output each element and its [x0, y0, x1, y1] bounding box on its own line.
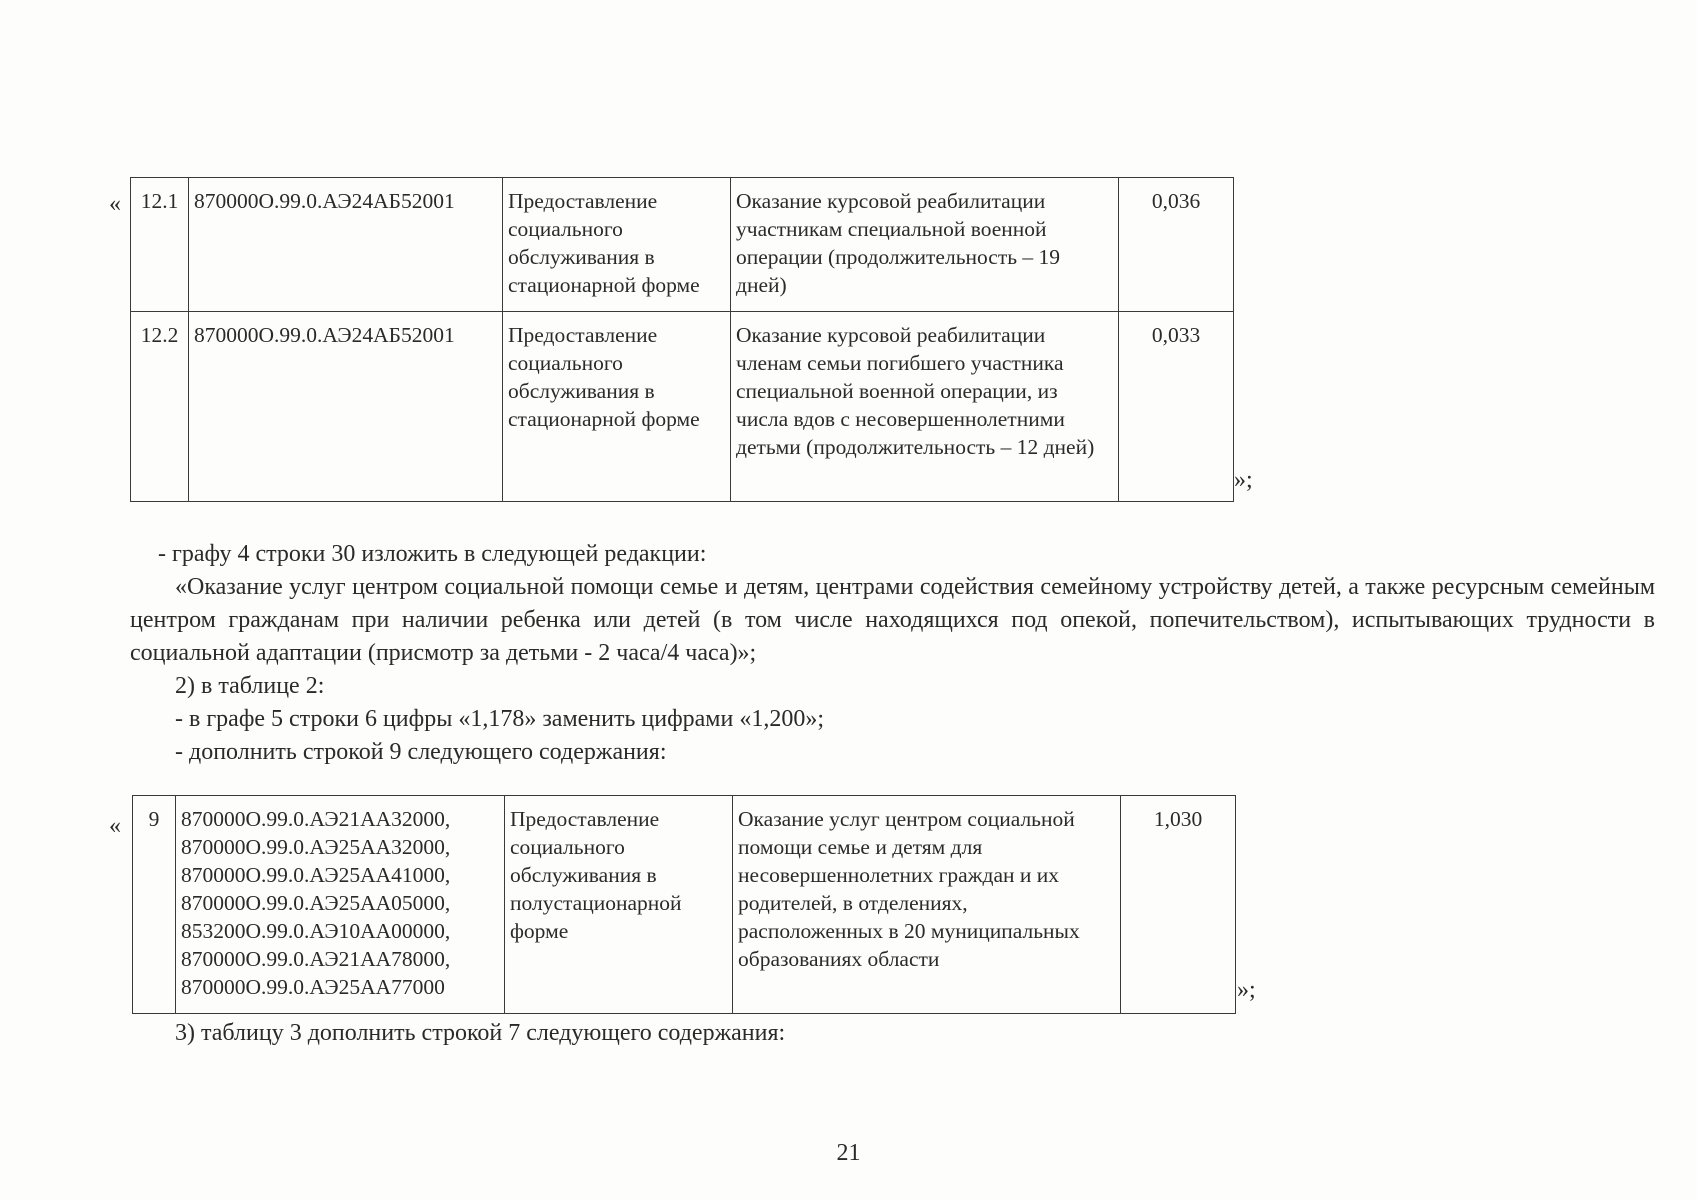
- row-number: 12.2: [131, 312, 189, 502]
- table-row: [131, 312, 1234, 502]
- paragraph-add-row-9: - дополнить строкой 9 следующего содержания:: [175, 739, 667, 765]
- service-code: 870000О.99.0.АЭ25АА41000,: [181, 863, 451, 887]
- table-1-block: [109, 177, 1253, 502]
- paragraph-table-2-heading: 2) в таблице 2:: [175, 673, 325, 699]
- paragraph-quoted-service-text: «Оказание услуг центром социальной помощи семье и детям, центрами содействия семейному устройству детей, а также ресурсным семейным центром гражданам при наличии ребенка или детей (в том числе находящихся под опекой, попечительством), испытывающих трудности в социальной адаптации (присмотр за детьми - 2 часа/4 часа)»;: [130, 574, 1655, 666]
- table-2-block: [109, 795, 1256, 1014]
- service-description: Оказание курсовой реабилитации членам семьи погибшего участника специальной военной операции, из числа вдов с несовершеннолетними детьми (продолжительность – 12 дней): [731, 312, 1119, 502]
- service-code: 870000О.99.0.АЭ25АА05000,: [181, 891, 451, 915]
- service-code: 853200О.99.0.АЭ10АА00000,: [181, 919, 451, 943]
- paragraph-column-4-edit: - графу 4 строки 30 изложить в следующей редакции:: [158, 541, 707, 567]
- service-code: 870000О.99.0.АЭ21АА78000,: [181, 947, 451, 971]
- service-name: Предоставление социального обслуживания в стационарной форме: [503, 312, 731, 502]
- table-2-open-quote: «: [109, 813, 121, 839]
- service-value: 0,033: [1119, 312, 1234, 502]
- service-value: 0,036: [1119, 178, 1234, 312]
- table-2-close-quote: »;: [1237, 977, 1256, 1003]
- paragraph-table-3-add-row-7: 3) таблицу 3 дополнить строкой 7 следующего содержания:: [175, 1020, 786, 1046]
- paragraph-replace-figures: - в графе 5 строки 6 цифры «1,178» заменить цифрами «1,200»;: [175, 706, 825, 732]
- table-1-close-quote: »;: [1234, 467, 1253, 493]
- table-row: [131, 178, 1234, 312]
- table-row: [133, 796, 1236, 1014]
- table-2: [132, 795, 1236, 1014]
- service-description: Оказание курсовой реабилитации участникам специальной военной операции (продолжительность – 19 дней): [731, 178, 1119, 312]
- service-name: Предоставление социального обслуживания в стационарной форме: [503, 178, 731, 312]
- service-code: 870000О.99.0.АЭ25АА32000,: [181, 835, 451, 859]
- table-1: [130, 177, 1234, 502]
- table-1-open-quote: «: [109, 191, 121, 217]
- service-name: Предоставление социального обслуживания в полустационарной форме: [505, 796, 733, 1014]
- page-number: 21: [836, 1140, 861, 1166]
- service-value: 1,030: [1121, 796, 1236, 1014]
- service-description: Оказание услуг центром социальной помощи семье и детям для несовершеннолетних граждан и их родителей, в отделениях, расположенных в 20 муниципальных образованиях области: [733, 796, 1121, 1014]
- service-codes: [176, 796, 505, 1014]
- service-code: 870000О.99.0.АЭ24АБ52001: [189, 312, 503, 502]
- service-code: 870000О.99.0.АЭ25АА77000: [181, 975, 445, 999]
- service-code: 870000О.99.0.АЭ21АА32000,: [181, 807, 451, 831]
- row-number: 12.1: [131, 178, 189, 312]
- service-code: 870000О.99.0.АЭ24АБ52001: [189, 178, 503, 312]
- row-number: 9: [133, 796, 176, 1014]
